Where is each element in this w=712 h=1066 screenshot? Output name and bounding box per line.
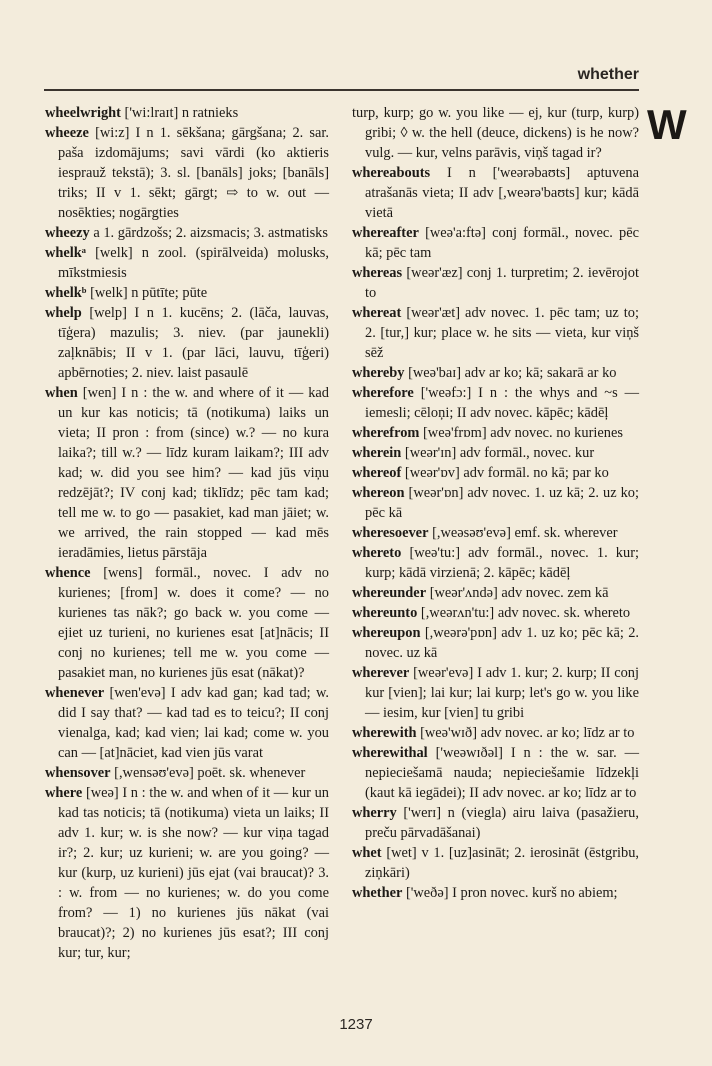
dictionary-entry xyxy=(352,223,639,263)
headword: whereto xyxy=(352,545,402,561)
headword: when xyxy=(45,385,78,401)
definition: [wen'evə] I adv kad gan; kad tad; w. did I say that? — kad tad es to teicu?; II conj vienalga, kad; kad vien; lai kad; come w. you can — [at]nāciet, kad vien jūs varat xyxy=(58,685,329,761)
guide-word: whether xyxy=(577,66,639,83)
headword: wherein xyxy=(352,445,402,461)
headword: whereby xyxy=(352,365,405,381)
headword: whether xyxy=(352,885,403,901)
headword: whereabouts xyxy=(352,165,431,181)
definition: [,weərə'pɒn] adv 1. uz ko; pēc kā; 2. novec. uz kā xyxy=(365,625,639,661)
header-rule xyxy=(44,89,639,91)
dictionary-entry xyxy=(352,303,639,363)
headword: whet xyxy=(352,845,382,861)
definition: [wet] v 1. [uz]asināt; 2. ierosināt (ēstgribu, ziņkāri) xyxy=(365,845,639,881)
headword: wherever xyxy=(352,665,410,681)
dictionary-entry xyxy=(352,843,639,883)
dictionary-entry xyxy=(45,223,329,243)
headword: whence xyxy=(45,565,91,581)
dictionary-entry xyxy=(352,883,639,903)
dictionary-entry xyxy=(352,663,639,723)
dictionary-entry xyxy=(352,383,639,423)
definition: [weə] I n : the w. and when of it — kur un kad tas noticis; tā (notikuma) vieta un laiks; II adv 1. kur; w. is she now? — kur viņa tagad ir?; 2. kur; uz kurieni; w. are you going? — kur (kurp, uz kurieni) jūs ejat (vai braucat)? 3. : w. from — no kurienes; w. do you come from? — 1) no kurienes jūs nākat (vai braucat)?; 2) no kurienes jūs esat?; III conj kur; tur, kur; xyxy=(58,785,329,961)
dictionary-entry xyxy=(352,483,639,523)
headword: whelp xyxy=(45,305,82,321)
definition: ['weəwɪðəl] I n : the w. sar. — nepieciešamā nauda; nepieciešamie līdzekļi (kaut kā iegādei); II adv novec. ar ko; līdz ar to xyxy=(365,745,639,801)
headword: whereunto xyxy=(352,605,418,621)
dictionary-entry xyxy=(352,583,639,603)
dictionary-entry xyxy=(45,103,329,123)
definition: [weə'tu:] adv formāl., novec. 1. kur; kurp; kādā virzienā; 2. kāpēc; kādēļ xyxy=(365,545,639,581)
headword: whereafter xyxy=(352,225,419,241)
dictionary-entry xyxy=(352,263,639,303)
definition: ['werɪ] n (viegla) airu laiva (pasažieru, preču pārvadāšanai) xyxy=(365,805,639,841)
headword: wherewithal xyxy=(352,745,428,761)
headword: whereunder xyxy=(352,585,427,601)
definition: [weər'evə] I adv 1. kur; 2. kurp; II conj kur [vien]; lai kur; lai kurp; let's go w. you like — iesim, kur [vien] tu gribi xyxy=(365,665,639,721)
headword: whereupon xyxy=(352,625,421,641)
definition: [welp] I n 1. kucēns; 2. (lāča, lauvas, tīģera) mazulis; 3. niev. (par jaunekli) zaļknābis; II v 1. (par lāci, lauvu, tīģeri) apbērnoties; 2. niev. laist pasaulē xyxy=(58,305,329,381)
dictionary-entry xyxy=(352,423,639,443)
headword: wherry xyxy=(352,805,397,821)
definition: [wi:z] I n 1. sēkšana; gārgšana; 2. sar. paša izdomājums; savi vārdi (ko aktieris iesprauž tekstā); 3. sl. [banāls] joks; [banāls] triks; II v 1. sēkt; gārgt; ⇨ to w. out — nosēkties; nogārgties xyxy=(58,125,329,221)
definition: a 1. gārdzošs; 2. aizsmacis; 3. astmatisks xyxy=(93,225,328,241)
definition: [weər'ʌndə] adv novec. zem kā xyxy=(429,585,609,601)
headword: wheeze xyxy=(45,125,89,141)
dictionary-entry xyxy=(45,383,329,563)
headword: whereon xyxy=(352,485,405,501)
dictionary-entry xyxy=(45,763,329,783)
definition: ['weəfɔ:] I n : the whys and ~s — iemesli; cēloņi; II adv novec. kāpēc; kādēļ xyxy=(365,385,639,421)
dictionary-entry xyxy=(45,283,329,303)
definition: [weə'wɪð] adv novec. ar ko; līdz ar to xyxy=(420,725,635,741)
headword: whelkᵃ xyxy=(45,245,86,261)
dictionary-entry xyxy=(352,603,639,623)
right-column xyxy=(352,103,639,903)
dictionary-entry xyxy=(45,123,329,223)
definition: I n ['weərəbaʊts] aptuvena atrašanās vieta; II adv [,weərə'baʊts] kur; kādā vietā xyxy=(365,165,639,221)
definition: [weər'ɪn] adv formāl., novec. kur xyxy=(404,445,595,461)
headword: where xyxy=(45,785,83,801)
page-number: 1237 xyxy=(339,1016,373,1033)
definition: [welk] n zool. (spirālveida) molusks, mīkstmiesis xyxy=(58,245,329,281)
dictionary-entry xyxy=(45,243,329,283)
headword: wheezy xyxy=(45,225,90,241)
definition: [weər'ɒv] adv formāl. no kā; par ko xyxy=(404,465,609,481)
definition: ['weðə] I pron novec. kurš no abiem; xyxy=(405,885,618,901)
headword: whenever xyxy=(45,685,105,701)
headword: whelkᵇ xyxy=(45,285,87,301)
definition: [weə'a:ftə] conj formāl., novec. pēc kā; pēc tam xyxy=(365,225,639,261)
headword: wherefore xyxy=(352,385,414,401)
dictionary-entry xyxy=(352,463,639,483)
dictionary-entry xyxy=(352,163,639,223)
dictionary-entry xyxy=(45,563,329,683)
definition: [weər'ɒn] adv novec. 1. uz kā; 2. uz ko; pēc kā xyxy=(365,485,639,521)
dictionary-entry xyxy=(352,803,639,843)
dictionary-entry xyxy=(352,743,639,803)
headword: whensover xyxy=(45,765,111,781)
dictionary-entry xyxy=(352,723,639,743)
dictionary-entry xyxy=(352,103,639,163)
headword: wheelwright xyxy=(45,105,121,121)
dictionary-entry xyxy=(352,543,639,583)
section-letter: W xyxy=(647,101,687,148)
headword: whereof xyxy=(352,465,402,481)
headword: wherefrom xyxy=(352,425,420,441)
definition: turp, kurp; go w. you like — ej, kur (turp, kurp) gribi; ◊ w. the hell (deuce, dickens) is he now? vulg. — kur, velns parāvis, viņš tagad ir? xyxy=(352,105,639,161)
dictionary-entry xyxy=(45,683,329,763)
definition: [weər'æt] adv novec. 1. pēc tam; uz to; 2. [tur,] kur; place w. he sits — vieta, kur viņš sēž xyxy=(365,305,639,361)
definition: [,weəsəʊ'evə] emf. sk. wherever xyxy=(432,525,618,541)
headword: wheresoever xyxy=(352,525,429,541)
dictionary-entry xyxy=(45,783,329,963)
definition: [,wensəʊ'evə] poēt. sk. whenever xyxy=(114,765,306,781)
dictionary-entry xyxy=(352,523,639,543)
definition: [weə'frɒm] adv novec. no kurienes xyxy=(423,425,623,441)
definition: [welk] n pūtīte; pūte xyxy=(90,285,208,301)
definition: [wens] formāl., novec. I adv no kurienes; [from] w. does it come? — no kurienes tas nāk?; go back w. you come — ejiet uz turieni, no kurienes esat [at]nācis; II conj no kurienes; tell me w. you come — pasakiet man, no kurienes jūs esat (nākat)? xyxy=(58,565,329,681)
dictionary-entry xyxy=(352,623,639,663)
headword: whereas xyxy=(352,265,403,281)
dictionary-entry xyxy=(45,303,329,383)
definition: [weə'baɪ] adv ar ko; kā; sakarā ar ko xyxy=(408,365,617,381)
headword: whereat xyxy=(352,305,402,321)
left-column xyxy=(45,103,329,963)
headword: wherewith xyxy=(352,725,417,741)
dictionary-entry xyxy=(352,363,639,383)
definition: [weər'æz] conj 1. turpretim; 2. ievērojot to xyxy=(365,265,639,301)
definition: [wen] I n : the w. and where of it — kad un kur kas noticis; tā (notikuma) laiks un vieta; II pron : from (since) w.? — no kura laika?; till w.? — līdz kuram laikam?; III adv kad; w. did you see him? — kad jūs viņu redzējāt?; IV conj kad; tiklīdz; pēc tam kad; tell me w. to go — pasakiet, kad man jāiet; w. we arrived, the rain stopped — kad mēs ieradāmies, lietus pārstāja xyxy=(58,385,329,561)
definition: ['wi:lraɪt] n ratnieks xyxy=(124,105,239,121)
dictionary-entry xyxy=(352,443,639,463)
definition: [,weərʌn'tu:] adv novec. sk. whereto xyxy=(420,605,631,621)
